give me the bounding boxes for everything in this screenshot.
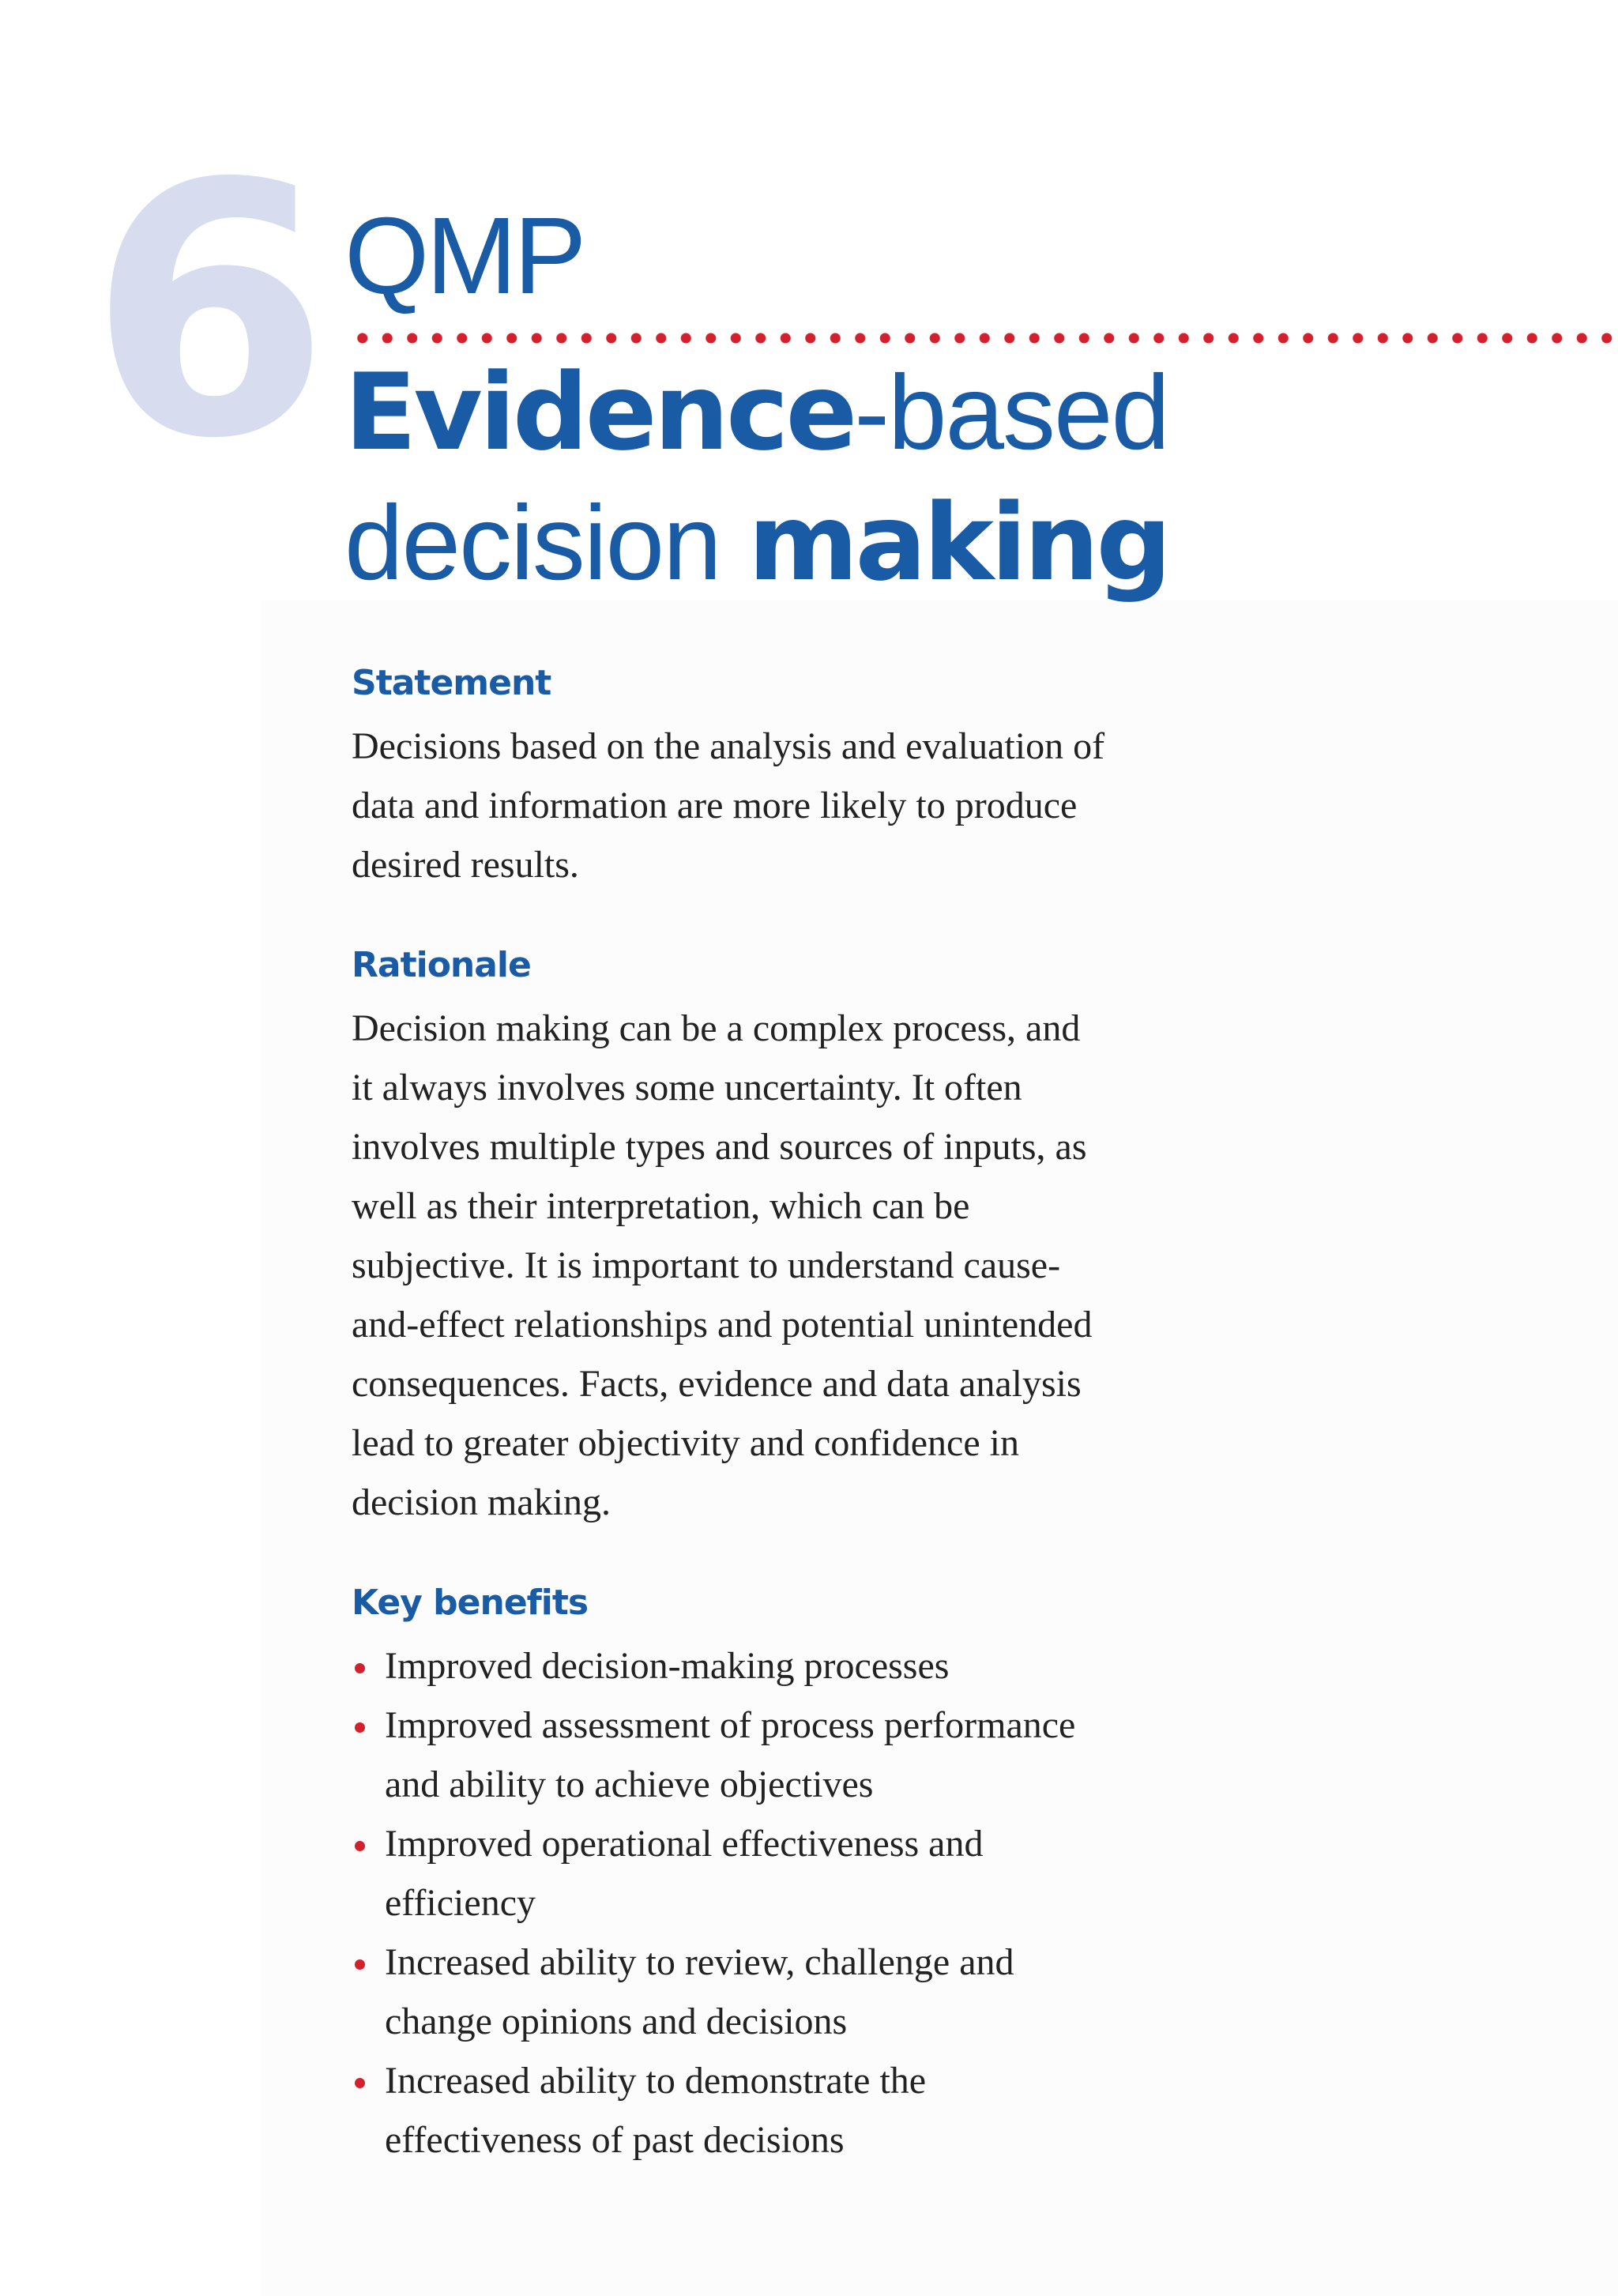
statement-heading: Statement — [352, 663, 551, 703]
key-benefits-list — [352, 1636, 1122, 2170]
benefit-text: Improved decision-making processes — [385, 1645, 950, 1687]
list-item — [352, 1696, 1127, 1814]
title-line-1 — [344, 348, 1168, 478]
rationale-body: Decision making can be a complex process, and it always involves some uncertainty. It often involves multiple types and sources of inputs, as well as their interpretation, which can be subjective. It is important to understand cause-and-effect relationships and potential unintended consequences. Facts, evidence and data analysis lead to greater objectivity and confidence in decision making. — [352, 1007, 1093, 1523]
key-benefits-section — [352, 1579, 1122, 2170]
dotted-divider — [350, 332, 1618, 344]
benefit-text: Improved assessment of process performance and ability to achieve objectives — [385, 1704, 1076, 1805]
bullet-icon — [355, 1663, 365, 1673]
list-item — [352, 1933, 1127, 2051]
benefit-text: Improved operational effectiveness and efficiency — [385, 1823, 984, 1924]
kicker-label: QMP — [344, 195, 584, 317]
content-column — [352, 660, 1122, 2170]
statement-body: Decisions based on the analysis and evaluation of data and information are more likely to produce desired results. — [352, 725, 1105, 886]
bullet-icon — [355, 2078, 365, 2088]
title-bold-evidence: Evidence — [344, 351, 855, 474]
benefit-text: Increased ability to demonstrate the effectiveness of past decisions — [385, 2060, 927, 2161]
principle-number: 6 — [88, 110, 323, 514]
statement-section — [352, 660, 1122, 894]
key-benefits-heading: Key benefits — [352, 1583, 589, 1623]
bullet-icon — [355, 1722, 365, 1733]
title-line-2 — [344, 478, 1168, 608]
bullet-icon — [355, 1959, 365, 1970]
title-light-decision: decision — [344, 484, 748, 602]
list-item — [352, 1636, 1127, 1696]
rationale-section — [352, 942, 1122, 1532]
title-bold-making: making — [747, 481, 1169, 604]
rationale-heading: Rationale — [352, 945, 531, 985]
bullet-icon — [355, 1841, 365, 1851]
title-light-based: -based — [854, 354, 1169, 472]
benefit-text: Increased ability to review, challenge and change opinions and decisions — [385, 1941, 1014, 2042]
list-item — [352, 1814, 1127, 1933]
page-title — [344, 348, 1168, 608]
list-item — [352, 2051, 1127, 2170]
